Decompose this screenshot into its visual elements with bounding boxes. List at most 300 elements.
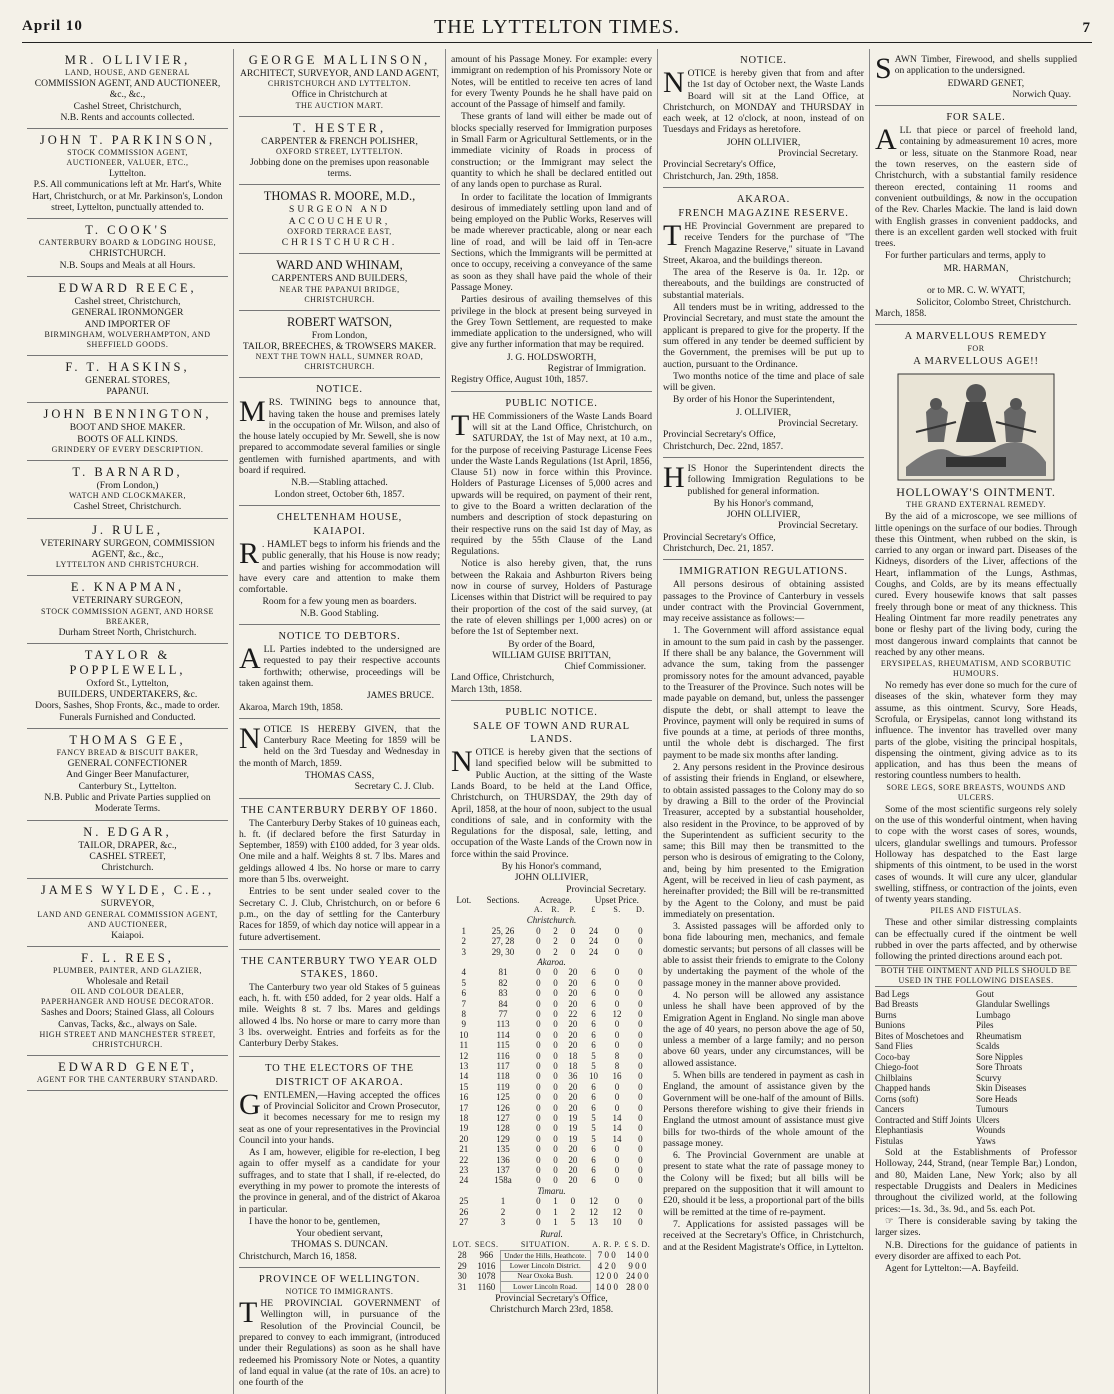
business-line: STOCK COMMISSION AGENT, (67, 148, 188, 158)
business-card (27, 729, 228, 820)
table-cell: 0 (614, 1092, 620, 1103)
disease-item: Sore Throats (976, 1062, 1023, 1073)
table-cell: Near Oxoka Bush. (500, 1271, 590, 1281)
table-cell: 20 (568, 967, 578, 978)
table-cell: 0 (553, 1144, 558, 1155)
table-cell: 0 (614, 1019, 620, 1030)
column-2 (234, 49, 446, 1394)
table-cell: 5 (591, 1123, 596, 1134)
table-cell: 0 (536, 977, 541, 988)
unit-label: R. (551, 905, 560, 915)
business-line: AGENT FOR THE CANTERBURY STANDARD. (36, 1074, 219, 1084)
table-cell: 0 (638, 967, 643, 978)
table-cell: 31 (457, 1281, 467, 1292)
table-cell: 5 (591, 1133, 596, 1144)
table-cell: 19 (568, 1123, 578, 1134)
disease-item: Chapped hands (875, 1083, 931, 1094)
table-cell: 0 (536, 1196, 541, 1207)
disease-item: Sore Heads (976, 1093, 1018, 1104)
table-cell: 0 (553, 1029, 558, 1040)
disease-list-right (976, 989, 1077, 1147)
table-cell: 0 (553, 1040, 558, 1051)
table-cell: 0 (536, 1060, 541, 1071)
business-card (27, 461, 228, 519)
rural-col-header: LOT. (452, 1240, 472, 1250)
table-row (451, 1009, 652, 1019)
business-card (27, 277, 228, 356)
regulation-paragraph: 5. When bills are tendered in payment as cash in England, the amount of assistance given by the Government will be one-half of the amount of Bills. Persons therefore wishing to give their friends in England the utmost amount of assistance must give bills for two-thirds of the whole amount of the passage money. (663, 1070, 864, 1149)
table-cell: 0 (614, 1029, 620, 1040)
table-cell: 0 (570, 946, 576, 957)
table-cell: 8 (461, 1008, 467, 1019)
table-cell: 0 (638, 977, 643, 988)
table-cell: 0 (536, 925, 541, 936)
table-cell: 6 (591, 1165, 596, 1176)
table-cell: 0 (614, 1165, 620, 1176)
business-line: GENERAL IRONMONGER (71, 307, 184, 319)
col-upset-price: Upset Price. (594, 894, 639, 905)
business-line: GENERAL STORES, (85, 374, 170, 386)
table-cell: 2 (570, 1206, 576, 1217)
business-name: JOHN T. PARKINSON, (39, 133, 216, 148)
table-row (451, 1250, 652, 1260)
table-cell: 20 (568, 1144, 578, 1155)
table-row (451, 1155, 652, 1165)
notice-immigrant-land: amount of his Passage Money. For example: every immigrant on redemption of his Promissory Note or Notes, will be entitled to receive ten acres of land for every Twenty Pounds he he shall have paid on account of the Passage of himself and family. These grants of land will either be made out of blocks specially reserved for Immigration purposes in Small Farm or Agricultural Settlements, or in the immediate vicinity of Roads in process of construction; or the Immigrant may select the quantity to which he shall be declared entitled out of any lands open to purchase as Rural. In order to facilitate the location of Immigrants desirous of immediately settling upon land and of being employed on the Public Works, Reserves will be made wherever practicable, along or near each line of road, and will be laid off in Ten-acre Sections, which the Immigrants will be permitted at once to occupy, receiving a conveyance of the same as soon as they shall have paid the whole of their Passage Money. Parties desirous of availing themselves of this privilege in the block at present being surveyed in the Grey Town Settlement, are requested to make immediate application to the undersigned, who will give any further information that may be required. J. G. HOLDSWORTH, Registrar of Immigration. Registry Office, August 10th, 1857. (451, 49, 652, 392)
unit-label: P. (569, 905, 577, 915)
disease-item: Bad Breasts (875, 999, 919, 1010)
allegorical-engraving-icon (896, 372, 1056, 482)
business-line: GRINDERY OF EVERY DESCRIPTION. (51, 445, 204, 455)
table-cell: 0 (614, 1144, 620, 1155)
disease-item: Rheumatism (976, 1030, 1022, 1041)
table-cell: 0 (614, 988, 620, 999)
table-cell: 28 (457, 1250, 467, 1261)
regulation-paragraph: 6. The Provincial Government are unable at present to state what the rate of passage money to the Colony will be fixed; but all bills will be prepared on the supposition that it will amount to £20, should it be less, a proportional part of the bills will be remitted at the time of re-payment. (663, 1150, 864, 1218)
notice-race-meeting: NOTICE IS HEREBY GIVEN, that the Canterbury Race Meeting for 1859 will be held on the 3rd Tuesday and Wednesday in the month of March, 1859. THOMAS CASS, Secretary C. J. Club. (239, 719, 440, 799)
table-row (451, 1030, 652, 1040)
business-line: Cashel Street, Christchurch, (73, 100, 182, 112)
table-cell: 6 (591, 998, 596, 1009)
table-cell: 5 (591, 1113, 596, 1124)
business-line: WATCH AND CLOCKMAKER, (69, 491, 186, 501)
table-row (451, 978, 652, 988)
table-cell: 0 (638, 1029, 643, 1040)
table-cell: 0 (638, 1102, 643, 1113)
table-cell: 12 (612, 1008, 622, 1019)
table-row (451, 1103, 652, 1113)
table-cell: 0 (638, 1133, 643, 1144)
table-cell: 0 (553, 1081, 558, 1092)
table-cell: 6 (591, 1008, 596, 1019)
business-name: MR. OLLIVIER, (64, 53, 191, 67)
business-line: Lyttelton. (108, 168, 147, 180)
table-cell: 0 (553, 1175, 558, 1186)
business-line: BOOT AND SHOE MAKER. (69, 422, 186, 434)
table-cell: 84 (498, 998, 508, 1009)
business-card (27, 129, 228, 219)
table-cell: 0 (536, 1092, 541, 1103)
table-cell: 7 0 0 (597, 1250, 616, 1261)
table-cell: 7 (461, 998, 467, 1009)
table-cell: 128 (496, 1123, 510, 1134)
table-row (451, 1019, 652, 1029)
table-cell: 0 (553, 1123, 558, 1134)
table-cell: 12 0 0 (595, 1271, 618, 1282)
table-cell: 8 (614, 1050, 620, 1061)
business-line: Kaiapoi. (111, 929, 144, 941)
table-cell: 0 (536, 1133, 541, 1144)
disease-item: Scurvy (976, 1072, 1002, 1083)
notice-derby: THE CANTERBURY DERBY OF 1860. The Canterbury Derby Stakes of 10 guineas each, h. ft. (if declared before the first Saturday in September, 1859) with £100 added, for 3 year olds. One mile and a half. Weights 8 st. 7 lbs. Mares and geldings allowed 4 lbs. No horse or mare to carry more than 5 lbs. overweight. Entries to be sent under sealed cover to the Secretary C. J. Club, Christchurch, on or before 6 p.m., on the day of settling for the Canterbury Races for 1859, of which day notice will appear in a future advertisement. (239, 799, 440, 950)
ad-ward-whinam: WARD AND WHINAM, CARPENTERS AND BUILDERS, NEAR THE PAPANUI BRIDGE, CHRISTCHURCH. (239, 254, 440, 310)
table-cell: 0 (553, 1060, 558, 1071)
table-cell: 20 (568, 1154, 578, 1165)
table-cell: 10 (589, 1071, 599, 1082)
table-cell: 26 (459, 1206, 469, 1217)
table-row (451, 1051, 652, 1061)
business-line: STOCK COMMISSION AGENT, AND HORSE BREAKER, (41, 606, 214, 626)
table-cell: 25 (459, 1196, 469, 1207)
table-cell: 2 (461, 936, 467, 947)
table-cell: 117 (496, 1060, 510, 1071)
table-cell: 82 (498, 977, 508, 988)
table-cell: 0 (553, 1154, 558, 1165)
table-cell: 30 (457, 1271, 467, 1282)
business-line: Canterbury St., Lyttelton. (78, 780, 177, 792)
ad-for-sale: FOR SALE. ALL that piece or parcel of freehold land, containing by admeasurement 10 acres, more or less, situate on the Stanmore Road, near the town reserves, on the eastern side of Christchurch, with a substantial family residence thereon erected, containing 11 rooms and convenient outbuildings, & now in the occupation of the Rev. Charles Mackie. The land is laid down with English grasses in convenient paddocks, and there is an excellent garden well stocked with fruit trees. For further particulars and terms, apply to MR. HARMAN, Christchurch; or to MR. C. W. WYATT, Solicitor, Colombo Street, Christchurch. March, 1858. (875, 106, 1077, 325)
table-cell: 0 (638, 998, 643, 1009)
table-cell: 2 (500, 1206, 506, 1217)
table-row (451, 1113, 652, 1123)
table-row (451, 1175, 652, 1185)
business-name: JOHN BENNINGTON, (43, 407, 212, 422)
ad-mallinson: GEORGE MALLINSON, ARCHITECT, SURVEYOR, AND LAND AGENT, CHRISTCHURCH AND LYTTELTON. Office in Christchurch at THE AUCTION MART. (239, 49, 440, 117)
table-cell: 0 (553, 1050, 558, 1061)
business-line: Wholesale and Retail (86, 975, 169, 987)
table-cell: 0 (536, 1102, 541, 1113)
unit-label: A. (533, 905, 543, 915)
business-line: CANTERBURY BOARD & LODGING HOUSE, (38, 238, 217, 248)
table-cell: 20 (568, 1102, 578, 1113)
table-cell: 6 (591, 1040, 596, 1051)
business-card (27, 1056, 228, 1091)
table-cell: 12 (459, 1050, 469, 1061)
table-row (451, 1217, 652, 1227)
table-cell: 2 (553, 936, 558, 947)
table-cell: 136 (496, 1154, 510, 1165)
business-name: THOMAS GEE, (69, 733, 186, 748)
disease-item: Chilblains (875, 1072, 913, 1083)
table-cell: 116 (496, 1050, 510, 1061)
table-cell: 0 (570, 925, 576, 936)
table-cell: 0 (536, 1019, 541, 1030)
table-cell: 0 (536, 1175, 541, 1186)
table-cell: 0 (536, 1165, 541, 1176)
ad-holloway: A MARVELLOUS REMEDY FOR A MARVELLOUS AGE!! HOLLOWAY'S OINTMENT. THE GRAND EXTERNAL REMEDY. By the aid of a microscope, we see millions of little openings on the surface of our bodies. Through these this Ointment, when rubbed on the skin, is carried to any organ or inward part. Diseases of the Kidneys, disorders of the Liver, affections of the Heart, inflammation of the Lungs, Asthmas, Coughs, and Colds, are by its means effectually cured. Every housewife knows that salt passes freely through bone or meat of any thickness. This Healing Ointment far more readily penetrates any bone or fleshy part of the living body, curing the most dangerous inward complaints that cannot be reached by any other means. ERYSIPELAS, RHEUMATISM, AND SCORBUTIC HUMOURS. No remedy has ever done so much for the cure of diseases of the skin, whatever form they may assume, as this ointment. Scurvy, Sore Heads, Scrofula, or Erysipelas, cannot long withstand its influence. The inventor has travelled over many parts of the globe, visiting the principal hospitals, dispensing the ointment, giving advice as to its application, and has thus been the means of restoring countless numbers to health. SORE LEGS, SORE BREASTS, WOUNDS AND ULCERS. Some of the most scientific surgeons rely solely on the use of this wonderful ointment, when having to cope with the worst cases of sores, wounds, ulcers, glandular swellings and tumours. Professor Holloway has despatched to the East large shipments of this ointment, to be used in the worst cases of wounds. It will cure any ulcer, glandular swelling, stiffness, or contraction of the joints, even of twenty years standing. PILES AND FISTULAS. These and other similar distressing complaints can be effectually cured if the ointment be well rubbed in over the parts affected, and by otherwise following the printed directions around each pot. BOTH THE OINTMENT AND PILLS SHOULD BE USED IN THE FOLLOWING DISEASES. Bad Legs Bad Breasts Burns Bunions Bites of Moschetoes and Sand Flies Coco-bay Chiego-foot Chilblains Chapped hands Corns (soft) Cancers Contracted and Stiff Joints Elephantiasis Fistulas Gout Glandular Swellings Lumbago Piles Rheumatism Scalds Sore Nipples Sore Throats Scurvy Skin Diseases Sore Heads Tumours Ulcers Wounds Yaws Sold at the Establishments of Professor Holloway, 244, Strand, (near Temple Bar,) London, and 80, Maiden Lane, New York; also by all respectable Druggists and Dealers in Medicines throughout the civilized world, at the following prices:—1s. 3d., 3s. 9d., and 5s. each Pot. ☞ There is considerable saving by taking the larger sizes. N.B. Directions for the guidance of patients in every disorder are affixed to each Pot. Agent for Lyttelton:—A. Bayfeild. (875, 331, 1078, 1275)
business-card (27, 644, 228, 729)
table-cell: 14 0 0 (595, 1281, 618, 1292)
business-line: VETERINARY SURGEON, COMMISSION AGENT, &c., &c., (40, 537, 215, 560)
table-cell: 6 (591, 988, 596, 999)
ad-moore: THOMAS R. MOORE, M.D., SURGEON AND ACCOUCHEUR, OXFORD TERRACE EAST, CHRISTCHURCH. (239, 185, 440, 254)
table-row (451, 1040, 652, 1050)
table-cell: 24 (589, 925, 599, 936)
table-cell: 0 (553, 1133, 558, 1144)
table-cell: 14 (612, 1133, 622, 1144)
regulation-paragraph: 3. Assisted passages will be afforded only to bona fide labouring men, mechanics, and female domestic servants; but persons of all classes will be able to assist their friends to emigrate to the Colony by undertaking the payment of the whole of the passage money in the manner above provided. (663, 921, 864, 989)
disease-item: Glandular Swellings (976, 999, 1050, 1010)
lots-table (451, 895, 652, 1228)
disease-item: Scalds (976, 1041, 1000, 1052)
table-cell: 14 (459, 1071, 469, 1082)
business-line: Durham Street North, Christchurch. (58, 626, 197, 638)
disease-item: Bad Legs (875, 988, 910, 999)
table-cell: 0 (638, 988, 643, 999)
regulation-paragraph: 2. Any persons resident in the Province desirous of assisting their friends in England, or elsewhere, to obtain assisted passages to the Colony may do so by drawing a Bill to the order of the Provincial Treasurer, accepted by a substantial householder, also resident in the Province, to be approved of by the Superintendent as sufficient security to the same; this Bill may then be transmitted to the person who is desirous of emigrating to the Colony, and, being by him presented to the Emigration Agent, will be received in lieu of cash payment, as hereinafter provided; the Bill will be re-transmitted by the Agent to the Colony, and must be paid immediately on presentation. (663, 762, 864, 920)
table-cell: 22 (568, 1008, 578, 1019)
table-cell: 18 (459, 1113, 469, 1124)
table-cell: 6 (591, 1175, 596, 1186)
table-cell: 115 (496, 1040, 510, 1051)
table-cell: 27, 28 (491, 936, 515, 947)
table-cell: 6 (591, 977, 596, 988)
table-cell: 1 (553, 1206, 558, 1217)
unit-label: £ (591, 905, 596, 915)
business-card (27, 356, 228, 404)
table-cell: 6 (591, 967, 596, 978)
rural-lots-table (451, 1229, 652, 1292)
table-cell: 20 (568, 1081, 578, 1092)
table-cell: 0 (570, 1196, 576, 1207)
table-cell: 0 (638, 1019, 643, 1030)
rural-col-header: A. R. P. (592, 1240, 621, 1250)
table-cell: 25, 26 (491, 925, 515, 936)
col-acreage: Acreage. (539, 894, 572, 905)
notice-superintendent: HIS Honor the Superintendent directs the following Immigration Regulations to be published for general information. By his Honor's command, JOHN OLLIVIER, Provincial Secretary. Provincial Secretary's Office, Christchurch, Dec. 21, 1857. (663, 458, 864, 560)
business-name: N. EDGAR, (83, 824, 172, 839)
table-cell: 20 (568, 1165, 578, 1176)
table-cell: 0 (614, 936, 620, 947)
table-cell: 0 (638, 1113, 643, 1124)
table-cell: 0 (536, 1050, 541, 1061)
table-cell: 0 (614, 1154, 620, 1165)
business-card (27, 219, 228, 277)
table-cell: 0 (614, 967, 620, 978)
table-cell: 0 (638, 1154, 643, 1165)
table-cell: 20 (568, 1019, 578, 1030)
table-cell: 0 (536, 998, 541, 1009)
table-cell: 16 (459, 1092, 469, 1103)
table-row (451, 1282, 652, 1292)
business-line: GENERAL CONFECTIONER (67, 758, 188, 770)
table-cell: Lower Lincoln Road. (500, 1282, 590, 1292)
table-cell: 0 (614, 1196, 620, 1207)
table-cell: 118 (496, 1071, 510, 1082)
table-cell: 18 (568, 1050, 578, 1061)
table-cell: 0 (638, 1175, 643, 1186)
table-cell: 2 (553, 946, 558, 957)
table-cell: 0 (536, 1113, 541, 1124)
table-cell: 137 (496, 1165, 510, 1176)
table-cell: 24 (459, 1175, 469, 1186)
table-cell: 20 (568, 998, 578, 1009)
table-cell: 10 (612, 1217, 622, 1228)
business-line: Christchurch. (101, 862, 154, 874)
table-cell: 3 (500, 1217, 506, 1228)
disease-list (875, 989, 1077, 1147)
table-cell: 81 (498, 967, 508, 978)
district-heading: Rural. (540, 1229, 563, 1240)
regulation-paragraph: 1. The Government will afford assistance equal in amount to the sum paid in cash by the passenger. If there shall be any balance, the Government will advance the sum, taking from the passenger promissory notes for the amount advanced, payable to the Treasurer of the Province. Such notes will be made payable on demand, but, unless the passenger dispute the debt, or shall attempt to leave the Province, payment will only be required in sums of five pounds at a time, at periods of three months, until the whole debt is discharged. The first payment to be made six months after landing. (663, 625, 864, 761)
table-cell: 0 (638, 1217, 643, 1228)
disease-item: Gout (976, 988, 994, 999)
business-line: HIGH STREET AND MANCHESTER STREET, CHRISTCHURCH. (39, 1029, 216, 1049)
disease-item: Bunions (875, 1020, 906, 1031)
table-cell: 9 (461, 1019, 467, 1030)
table-cell: 0 (536, 1029, 541, 1040)
page-number: 7 (1082, 20, 1090, 36)
business-name: F. L. REES, (81, 950, 174, 965)
district-heading: Akaroa. (537, 956, 566, 967)
table-cell: 21 (459, 1144, 469, 1155)
rural-col-header: SITUATION. (520, 1239, 570, 1249)
business-name: JAMES WYLDE, C.E., (40, 883, 215, 898)
columns (22, 49, 1092, 1394)
table-cell: 17 (459, 1102, 469, 1113)
table-cell: 0 (553, 1071, 558, 1082)
table-cell: 0 (638, 1040, 643, 1051)
table-cell: 0 (536, 967, 541, 978)
table-cell: 127 (496, 1113, 510, 1124)
table-row (451, 1165, 652, 1175)
table-cell: 158a (494, 1175, 512, 1186)
table-cell: 20 (568, 1092, 578, 1103)
table-cell: 0 (638, 1206, 643, 1217)
table-row (451, 1271, 652, 1281)
table-cell: 20 (568, 1175, 578, 1186)
rural-col-header: SECS. (474, 1240, 499, 1250)
table-cell: 6 (591, 1144, 596, 1155)
table-cell: 0 (536, 1144, 541, 1155)
business-line: LYTTELTON AND CHRISTCHURCH. (55, 560, 200, 570)
table-cell: 6 (591, 1154, 596, 1165)
table-row (451, 999, 652, 1009)
table-cell: 5 (570, 1217, 576, 1228)
table-cell: 114 (496, 1029, 510, 1040)
disease-item: Coco-bay (875, 1051, 910, 1062)
business-card (27, 821, 228, 880)
table-cell: 13 (459, 1060, 469, 1071)
table-cell: 19 (459, 1123, 469, 1134)
table-cell: 0 (638, 1071, 643, 1082)
table-cell: 20 (568, 988, 578, 999)
disease-item: Tumours (976, 1104, 1009, 1115)
business-line: CHRISTCHURCH. (89, 248, 166, 260)
masthead (22, 16, 1092, 43)
notice-board-sittings: NOTICE. NOTICE is hereby given that from and after the 1st day of October next, the Waste Lands Board will sit at the Land Office, at Christchurch, on MONDAY and THURSDAY in each week, at 12 o'clock, at noon, instead of on Tuesdays and Fridays as heretofore. JOHN OLLIVIER, Provincial Secretary. Provincial Secretary's Office, Christchurch, Jan. 29th, 1858. (663, 49, 864, 188)
table-cell: 9 0 0 (628, 1260, 647, 1271)
business-line: And Ginger Beer Manufacturer, (66, 769, 189, 781)
business-line: PAPANUI. (106, 386, 149, 398)
table-cell: 6 (591, 1092, 596, 1103)
business-name: TAYLOR & POPPLEWELL, (69, 647, 186, 677)
business-name: E. KNAPMAN, (70, 580, 185, 595)
disease-item: Burns (875, 1009, 897, 1020)
table-cell: 29, 30 (491, 946, 515, 957)
table-cell: 14 0 0 (626, 1250, 649, 1261)
business-name: T. BARNARD, (72, 465, 183, 480)
table-cell: 29 (457, 1260, 467, 1271)
disease-item: Piles (976, 1020, 994, 1031)
table-cell: 0 (536, 1071, 541, 1082)
table-row (451, 936, 652, 946)
table-cell: 126 (496, 1102, 510, 1113)
table-cell: 0 (638, 936, 643, 947)
table-row (451, 988, 652, 998)
table-cell: 5 (591, 1050, 596, 1061)
table-cell: 0 (553, 988, 558, 999)
business-line: SURVEYOR, (100, 898, 155, 910)
disease-item: Cancers (875, 1104, 904, 1115)
notice-two-year-old: THE CANTERBURY TWO YEAR OLD STAKES, 1860. The Canterbury two year old Stakes of 5 guineas each, h. ft. with £50 added, for 2 year olds. Half a mile. Weights 8 st. 7 lbs. Mares and geldings allowed 4 lbs. No horse or mare to carry more than 3 lbs. overweight. Entries and forfeits as for the Canterbury Derby Stakes. (239, 950, 440, 1057)
ad-cheltenham: CHELTENHAM HOUSE, KAIAPOI. R . HAMLET begs to inform his friends and the public generally, that his House is now ready; and parties wishing for accommodation will have every care and attention to make them comfortable. Room for a few young men as boarders. N.B. Good Stabling. (239, 506, 440, 625)
business-line: Sashes and Doors; Stained Glass, all Colours Canvas, Tacks, &c., always on Sale. (41, 1007, 214, 1030)
table-cell: 0 (553, 1102, 558, 1113)
table-cell: 0 (536, 1008, 541, 1019)
business-line: CASHEL STREET, (89, 850, 166, 862)
table-cell: 0 (638, 1092, 643, 1103)
table-cell: 6 (591, 1081, 596, 1092)
table-cell: 0 (638, 1165, 643, 1176)
notice-sale-of-lands: PUBLIC NOTICE. SALE OF TOWN AND RURAL LANDS. NOTICE is hereby given that the sections of land specified below will be submitted to Public Auction, at the sitting of the Waste Lands Board, to be held at the Land Office, Christchurch, on THURSDAY, the 29th day of April, 1858, at the hour of noon, subject to the usual conditions of sale, and in conformity with the Regulations for the disposal, sale, letting, and occupation of the Waste Lands of the Crown now in force within the said Province. By his Honor's command, JOHN OLLIVIER, Provincial Secretary. Lot. Sections. Acreage. Upset Price. A. R. P. £ S. D. Christchurch. 1 25, 26 0 2 0 24 0 0 2 27, 28 0 2 0 24 0 0 3 29, 30 0 2 0 24 0 0 Akaroa. 4 81 0 0 20 6 0 0 5 82 0 0 20 6 0 0 6 83 0 0 20 6 0 0 7 84 0 0 20 6 0 0 8 77 0 0 22 6 12 0 9 113 0 0 20 6 0 0 10 114 0 0 20 6 0 0 11 115 0 0 20 6 0 0 12 116 0 0 18 5 8 0 13 117 0 0 18 5 8 0 14 118 0 0 36 10 16 0 15 119 0 0 20 6 0 0 16 125 0 0 20 6 0 0 17 126 0 0 20 6 0 0 18 127 0 0 19 5 14 0 19 128 0 0 19 5 14 0 20 129 0 0 19 5 14 0 21 135 0 0 20 6 0 0 22 136 0 0 20 6 0 0 23 137 0 0 20 6 0 0 24 158a 0 0 20 6 0 0 Timaru. 25 1 0 1 0 12 0 0 26 2 0 1 2 12 12 0 27 3 0 1 5 13 10 0 Rural. LOT. SECS. SITUATION. A. R. P. £ S. D. 28 966 Under the Hills, Heathcote. 7 0 0 14 0 0 29 1016 Lower Lincoln District. 4 2 0 9 0 0 30 1078 Near Oxoka Bush. 12 0 0 24 0 0 31 1160 Lower Lincoln Road. 14 0 0 28 0 0 Provincial Secretary's Office, Christchurch March 23rd, 1858. (451, 707, 652, 1315)
table-cell: 0 (553, 1008, 558, 1019)
table-cell: 10 (459, 1029, 469, 1040)
table-cell: 0 (638, 1196, 643, 1207)
table-cell: 15 (459, 1081, 469, 1092)
notice-french-magazine: AKAROA. FRENCH MAGAZINE RESERVE. THE Provincial Government are prepared to receive Tenders for the purchase of "The French Magazine Reserve," situate in Lavand Street, Akaroa, and the buildings thereon. The area of the Reserve is 0a. 1r. 12p. or thereabouts, and the buildings are constructed of substantial materials. All tenders must be in writing, addressed to the Provincial Secretary, and must state the amount the applicant is prepared to give for the property. If the sum offered in any tender be deemed sufficient by the Government, the premises will be put up to auction, pursuant to the Ordinance. Two months notice of the time and place of sale will be given. By order of his Honor the Superintendent, J. OLLIVIER, Provincial Secretary. Provincial Secretary's Office, Christchurch, Dec. 22nd, 1857. (663, 188, 864, 458)
district-heading: Christchurch. (526, 915, 577, 926)
table-cell: 0 (536, 1123, 541, 1134)
disease-item: Elephantiasis (875, 1125, 923, 1136)
disease-item: Fistulas (875, 1135, 904, 1146)
col-sections: Sections. (486, 894, 520, 905)
table-cell: 0 (536, 946, 541, 957)
issue-date: April 10 (22, 18, 83, 34)
table-cell: 0 (638, 1060, 643, 1071)
table-cell: 0 (536, 1081, 541, 1092)
business-line: N.B. Public and Private Parties supplied on Moderate Terms. (44, 791, 211, 815)
table-row (451, 1196, 652, 1206)
table-cell: 13 (589, 1217, 599, 1228)
table-cell: 18 (568, 1060, 578, 1071)
table-cell: 0 (638, 946, 643, 957)
notice-electors: TO THE ELECTORS OF THE DISTRICT OF AKAROA. GENTLEMEN,—Having accepted the offices of Provincial Solicitor and Crown Prosecutor, it becomes necessary for me to resign my seat as one of your representatives in the Provincial Council into your hands. As I am, however, eligible for re-election, I beg again to offer myself as a candidate for your suffrages, and to state that I shall, if re-elected, do everything in my power to promote the interests of the province in general, and of the district of Akaroa in particular. I have the honor to be, gentlemen, Your obedient servant, THOMAS S. DUNCAN. Christchurch, March 16, 1858. (239, 1057, 440, 1268)
table-cell: 6 (591, 1102, 596, 1113)
regulation-paragraph: All persons desirous of obtaining assisted passages to the Province of Canterbury in vessels under contract with the Provincial Government, may receive assistance as follows:— (663, 579, 864, 625)
table-cell: 20 (459, 1133, 469, 1144)
table-cell: 20 (568, 977, 578, 988)
business-line: P.S. All communications left at Mr. Hart's, White Hart, Christchurch, or at Mr. Parkinson's, London street, Lyttelton, punctually attended to. (32, 179, 223, 214)
table-row (451, 1207, 652, 1217)
business-line: Oxford St., Lyttelton, (86, 677, 169, 689)
business-name: EDWARD GENET, (58, 1059, 197, 1074)
business-line: Cashel street, Christchurch, (74, 295, 181, 307)
table-cell: 14 (612, 1123, 622, 1134)
table-cell: 0 (638, 1144, 643, 1155)
table-cell: 1 (553, 1196, 558, 1207)
disease-list-left (875, 989, 976, 1147)
